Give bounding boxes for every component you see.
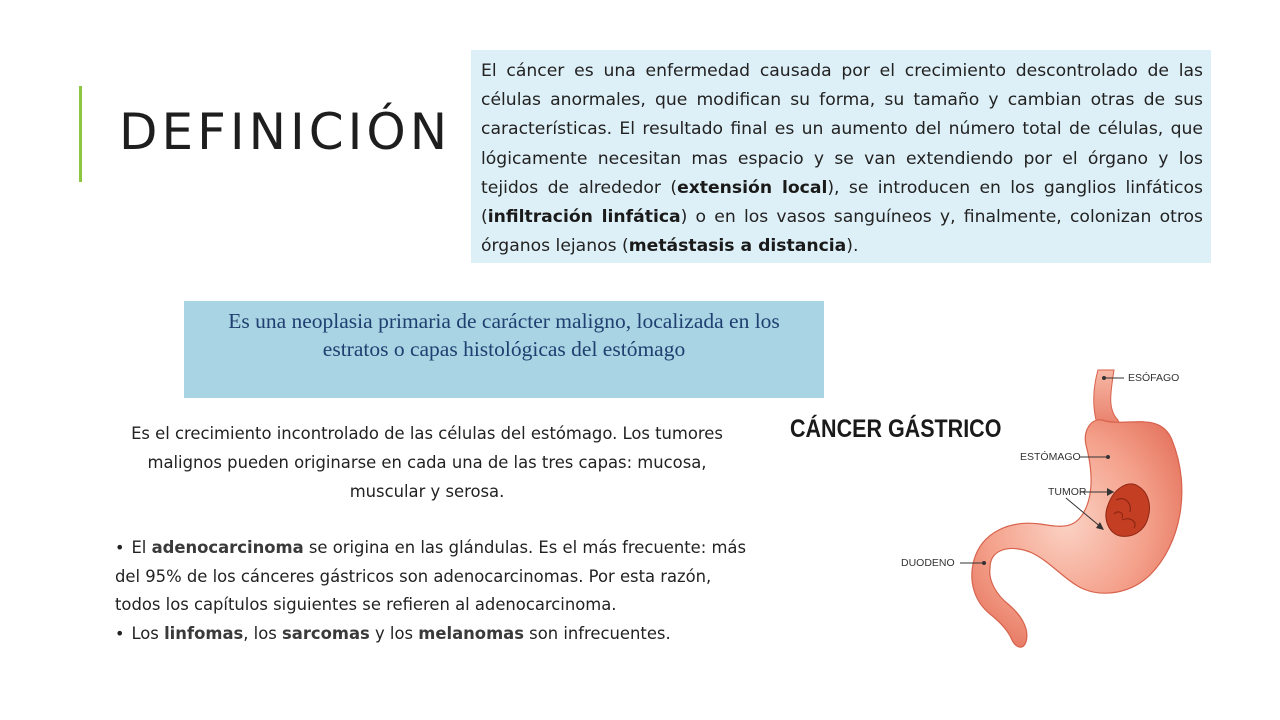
definition-box xyxy=(471,50,1211,263)
type-bullet-list xyxy=(115,534,755,648)
growth-description: Es el crecimiento incontrolado de las células del estómago. Los tumores malignos pueden originarse en cada una de las tres capas: mucosa, muscular y serosa. xyxy=(131,424,723,501)
bullet-dot-icon: • xyxy=(115,623,125,643)
stomach-illustration xyxy=(780,360,1210,660)
label-duodeno: DUODENO xyxy=(901,557,955,569)
label-tumor: TUMOR xyxy=(1048,486,1087,498)
keyword-local-extension: extensión local xyxy=(677,177,828,198)
bullet-dot-icon: • xyxy=(115,538,125,557)
illustration-title: CÁNCER GÁSTRICO xyxy=(790,415,1002,443)
bullet-other-types: • Los linfomas, los sarcomas y los melanomas son infrecuentes. xyxy=(115,623,671,643)
keyword-lymphatic-infiltration: infiltración linfática xyxy=(487,207,681,228)
label-estomago: ESTÓMAGO xyxy=(1020,451,1081,463)
neoplasia-box xyxy=(184,301,824,398)
neoplasia-text: Es una neoplasia primaria de carácter maligno, localizada en los estratos o capas histológicas del estómago xyxy=(228,309,780,361)
slide-title: DEFINICIÓN xyxy=(119,103,452,161)
definition-text: El cáncer es una enfermedad causada por el crecimiento descontrolado de las células anormales, que modifican su forma, su tamaño y cambian otras de sus características. El resultado final es un aumento del número total de células, que lógicamente necesitan mas espacio y se van extendiendo por el órgano y los tejidos de alrededor (extensión local), se introducen en los ganglios linfáticos (infiltración linfática) o en los vasos sanguíneos y, finalmente, colonizan otros órganos lejanos (metástasis a distancia). xyxy=(481,61,1203,257)
bullet-adenocarcinoma: • El adenocarcinoma se origina en las glándulas. Es el más frecuente: más del 95% de los cánceres gástricos son adenocarcinomas. Por esta razón, todos los capítulos siguientes se refieren al adenocarcinoma. xyxy=(115,538,747,614)
keyword-distant-metastasis: metástasis a distancia xyxy=(628,236,847,257)
title-accent-bar xyxy=(79,86,82,182)
label-esofago: ESÓFAGO xyxy=(1128,372,1180,384)
